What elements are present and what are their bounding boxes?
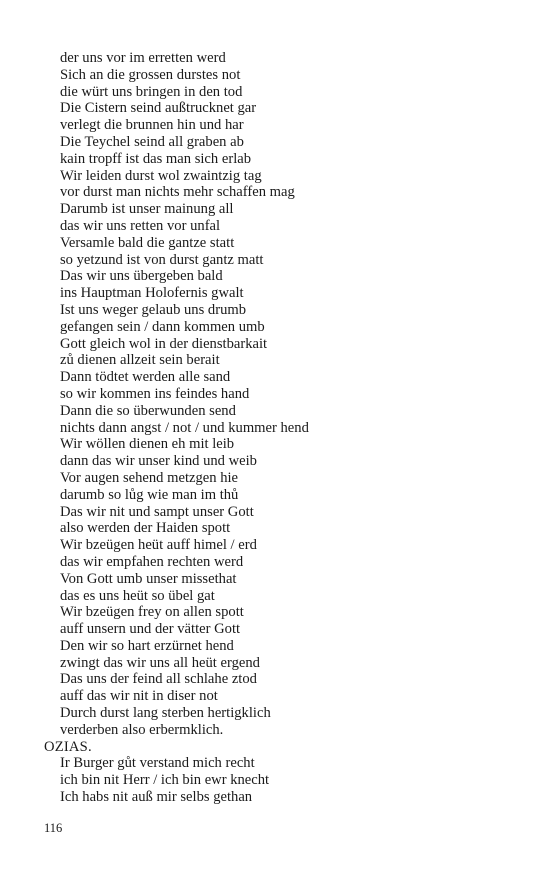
verse-line: darumb so lůg wie man im thů xyxy=(60,486,239,503)
verse-line: vor durst man nichts mehr schaffen mag xyxy=(60,184,295,201)
verse-line: Die Teychel seind all graben ab xyxy=(60,133,244,150)
verse-line: verlegt die brunnen hin und har xyxy=(60,117,244,134)
verse-line: Ir Burger gůt verstand mich recht xyxy=(60,755,255,772)
verse-line: auff das wir nit in diser not xyxy=(60,688,218,705)
verse-line: die würt uns bringen in den tod xyxy=(60,83,243,100)
verse-line: Wir leiden durst wol zwaintzig tag xyxy=(60,167,262,184)
verse-line: so wir kommen ins feindes hand xyxy=(60,385,250,402)
verse-line: gefangen sein / dann kommen umb xyxy=(60,318,265,335)
verse-line: zů dienen allzeit sein berait xyxy=(60,352,220,369)
page-number: 116 xyxy=(44,821,63,835)
verse-line: so yetzund ist von durst gantz matt xyxy=(60,251,264,268)
verse-line: Vor augen sehend metzgen hie xyxy=(60,469,239,486)
verse-line: nichts dann angst / not / und kummer hend xyxy=(60,419,309,436)
verse-line: das wir uns retten vor unfal xyxy=(60,217,221,234)
verse-line: das wir empfahen rechten werd xyxy=(60,553,244,570)
verse-text-block xyxy=(44,50,524,806)
verse-line: dann das wir unser kind und weib xyxy=(60,453,257,470)
verse-line: verderben also erbermklich. xyxy=(60,721,224,738)
verse-line: zwingt das wir uns all heüt ergend xyxy=(60,654,260,671)
verse-line: Ist uns weger gelaub uns drumb xyxy=(60,301,247,318)
verse-line: Versamle bald die gantze statt xyxy=(60,234,235,251)
verse-line: Durch durst lang sterben hertigklich xyxy=(60,705,271,722)
verse-line: Ich habs nit auß mir selbs gethan xyxy=(60,789,253,806)
verse-line: ins Hauptman Holofernis gwalt xyxy=(60,285,244,302)
verse-line: Wir bzeügen heüt auff himel / erd xyxy=(60,537,257,554)
verse-line: also werden der Haiden spott xyxy=(60,520,231,537)
verse-line: Von Gott umb unser missethat xyxy=(60,570,237,587)
verse-line: Die Cistern seind außtrucknet gar xyxy=(60,100,257,117)
verse-line: Dann tödtet werden alle sand xyxy=(60,369,231,386)
verse-line: Sich an die grossen durstes not xyxy=(60,66,241,83)
verse-line: Das wir uns übergeben bald xyxy=(60,268,223,285)
verse-line: Darumb ist unser mainung all xyxy=(60,201,234,218)
verse-line: Das wir nit und sampt unser Gott xyxy=(60,503,254,520)
verse-line: Dann die so überwunden send xyxy=(60,402,236,419)
verse-line: Das uns der feind all schlahe ztod xyxy=(60,671,257,688)
verse-line: Wir wöllen dienen eh mit leib xyxy=(60,436,235,453)
verse-line: auff unsern und der vätter Gott xyxy=(60,621,241,638)
verse-line: Gott gleich wol in der dienstbarkait xyxy=(60,335,268,352)
verse-line: das es uns heüt so übel gat xyxy=(60,587,215,604)
verse-line: der uns vor im erretten werd xyxy=(60,50,226,66)
verse-line: ich bin nit Herr / ich bin ewr knecht xyxy=(60,772,270,789)
verse-line: Wir bzeügen frey on allen spott xyxy=(60,604,244,621)
verse-line: kain tropff ist das man sich erlab xyxy=(60,150,252,167)
verse-line: Den wir so hart erzürnet hend xyxy=(60,637,234,654)
speaker-name: OZIAS. xyxy=(44,738,92,755)
